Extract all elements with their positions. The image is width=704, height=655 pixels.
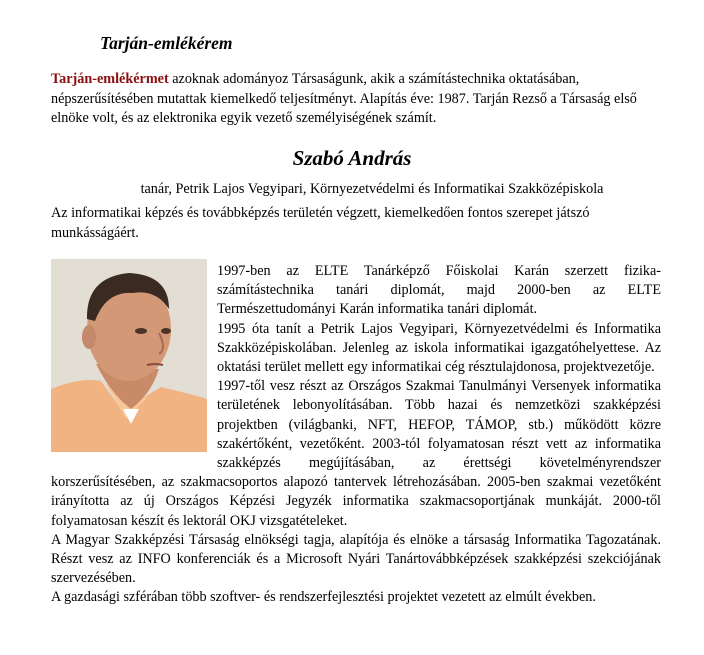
laureate-role: tanár, Petrik Lajos Vegyipari, Környezetvédelmi és Informatikai Szakközépiskola: [140, 181, 604, 197]
award-title: Tarján-emlékérem: [100, 33, 233, 53]
laureate-photo: [51, 259, 207, 452]
bio-paragraph: 1997-ben az ELTE Tanárképző Főiskolai Karán szerzett fizika-számítástechnika tanári diplomát, majd 2000-ben az ELTE Természettudományi Karán informatika tanári diplomát.: [217, 263, 661, 318]
bio-paragraph: A gazdasági szférában több szoftver- és rendszerfejlesztési projektet vezetett az elmúlt években.: [51, 589, 596, 606]
portrait-image: [51, 259, 207, 452]
award-intro-text: azoknak adományoz Társaságunk, akik a számítástechnika oktatásában, népszerűsítésében mutattak kiemelkedő teljesítményt. Alapítás éve: 1987. Tarján Rezső a Társaság első elnöke volt, és az elektronika egyik vezető személyiségének számít.: [51, 71, 637, 126]
award-name-highlight: Tarján-emlékérmet: [51, 71, 169, 87]
bio-paragraph: A Magyar Szakképzési Társaság elnökségi tagja, alapítója és elnöke a társaság Informatika Tagozatának. Részt vesz az INFO konferenciák és a Microsoft Nyári Tanártovábbképzések szakképzési szekciójának szervezésében.: [51, 531, 661, 587]
laureate-merit: Az informatikai képzés és továbbképzés területén végzett, kiemelkedően fontos szerepet játszó munkásságáért.: [51, 205, 590, 241]
bio-paragraph: 1995 óta tanít a Petrik Lajos Vegyipari, Környezetvédelmi és Informatika Szakközépiskolában. Jelenleg az iskola informatikai igazgatóhelyettese. Az oktatási terület mellett egy informatikai cég résztulajdonosa, projektvezetője.: [217, 320, 661, 376]
laureate-name: Szabó András: [292, 146, 412, 170]
bio-paragraph: 1997-től vesz részt az Országos Szakmai Tanulmányi Versenyek informatika területének lebonyolításában. Több hazai és nemzetközi szakképzési projektben (világbanki, NFT, HEFOP, TÁMOP, stb.) működött közre szakértőként, vezetőként. 2003-tól folyamatosan részt vett az informatika szakképzés megújításában, az érettségi követelményrendszer korszerűsítésében, az szakmacsoportos alapozó tantervek létrehozásában. 2005-ben szakmai vezetőként irányította az új Országos Képzési Jegyzék informatika szakmacsoportjának munkáját. 2000-től folyamatosan készít és lektorál OKJ vizsgatételeket.: [51, 378, 661, 529]
award-intro: [51, 70, 661, 129]
